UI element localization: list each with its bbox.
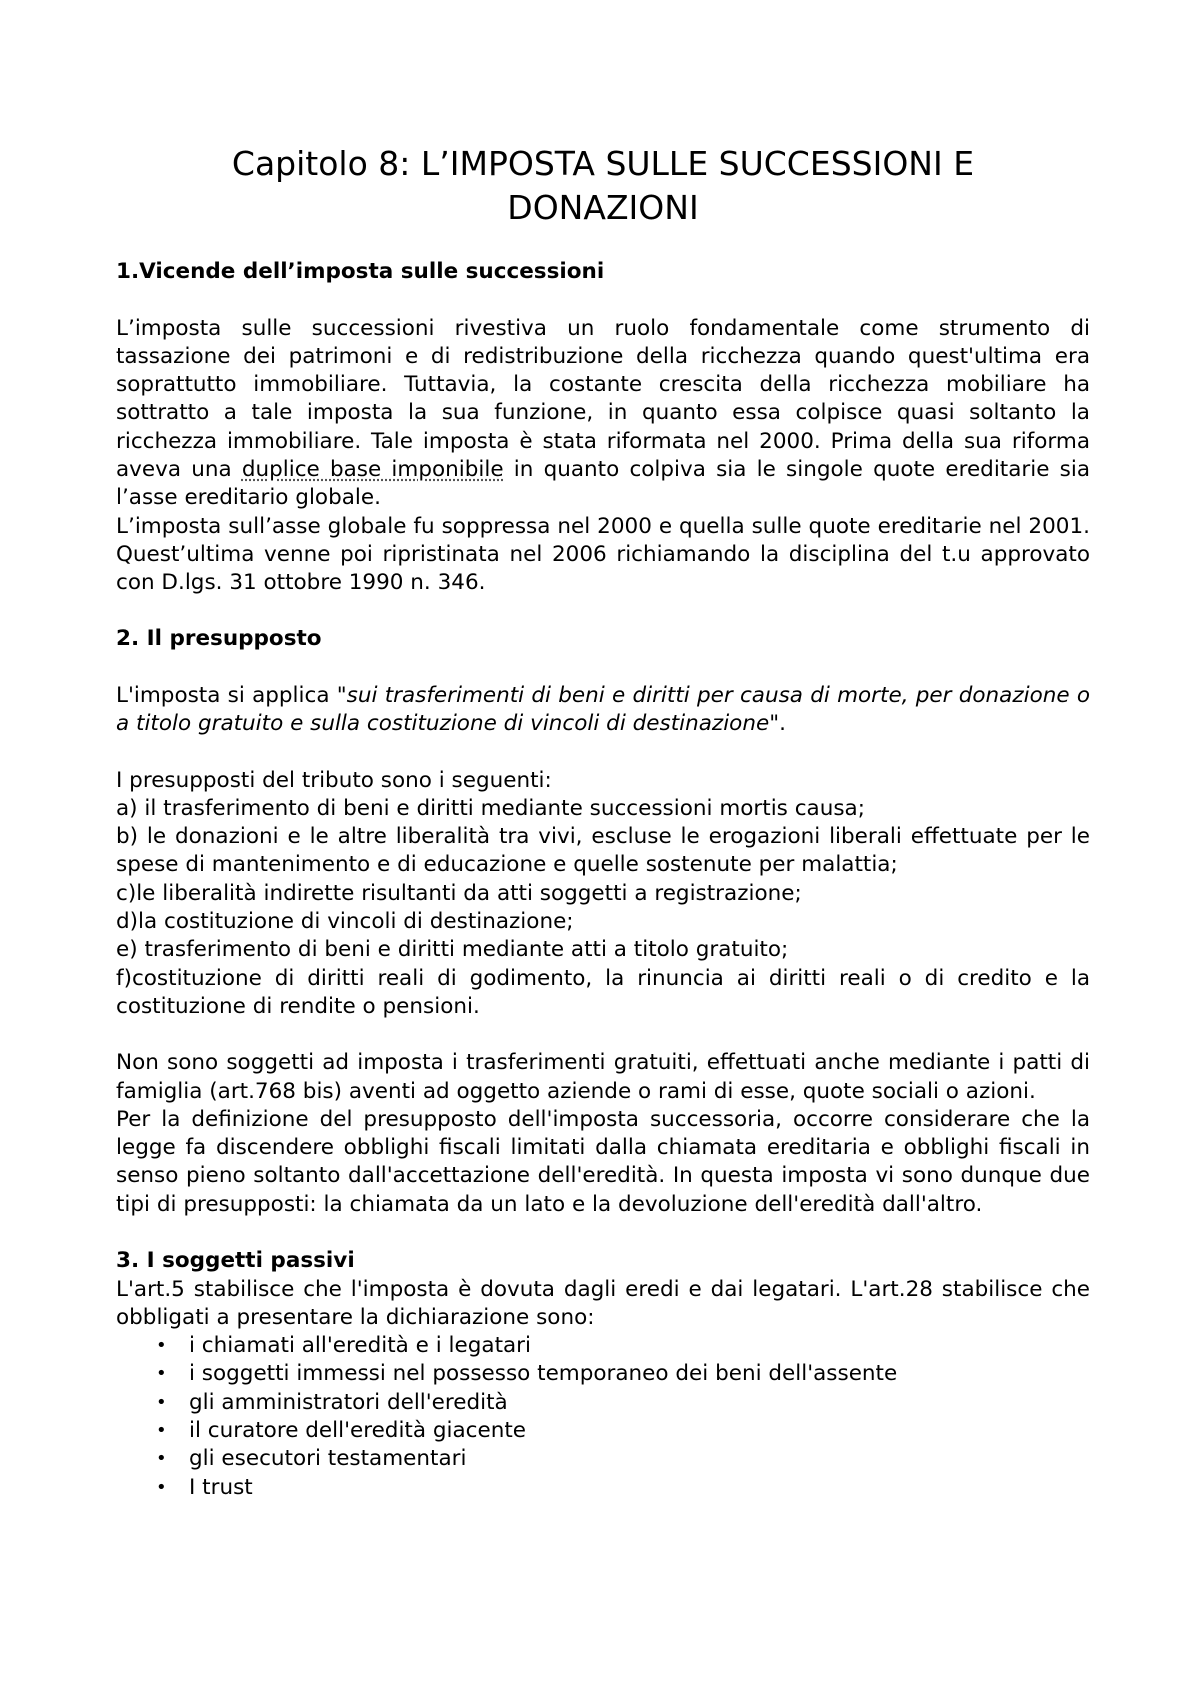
list-item-text: i chiamati all'eredità e i legatari: [189, 1333, 531, 1359]
section-3-paragraph: L'art.5 stabilisce che l'imposta è dovuta dagli eredi e dai legatari. L'art.28 stabilisce che obbligati a presentare la dichiarazione sono:: [116, 1276, 1090, 1330]
section-2-quote-paragraph: [116, 682, 1090, 739]
spellcheck-marked-phrase: duplice base imponibile: [241, 456, 504, 482]
presupposto-item-f: f)costituzione di diritti reali di godimento, la rinuncia ai diritti reali o di credito e la costituzione di rendite o pensioni.: [116, 965, 1090, 1019]
bullet-icon: •: [156, 1448, 167, 1470]
presupposto-item-c: c)le liberalità indirette risultanti da atti soggetti a registrazione;: [116, 880, 802, 906]
bullet-icon: •: [156, 1476, 167, 1498]
list-item: [116, 1389, 1090, 1417]
list-item-text: il curatore dell'eredità giacente: [189, 1418, 526, 1443]
list-item: [116, 1445, 1090, 1473]
quote-close: ".: [769, 711, 786, 737]
bullet-icon: •: [156, 1420, 167, 1441]
list-item: [116, 1417, 1090, 1445]
bullet-icon: •: [156, 1335, 167, 1357]
bullet-icon: •: [156, 1363, 167, 1385]
section-3-heading: 3. I soggetti passivi: [116, 1248, 355, 1274]
document-page: [116, 0, 1090, 1502]
presupposti-intro: I presupposti del tributo sono i seguenti:: [116, 767, 552, 793]
list-item-text: gli amministratori dell'eredità: [189, 1389, 508, 1415]
section-2-definition-paragraph: Per la definizione del presupposto dell'imposta successoria, occorre considerare che la legge fa discendere obblighi fiscali limitati dalla chiamata ereditaria e obblighi fiscali in senso pieno soltanto dall'accettazione dell'eredità. In questa imposta vi sono dunque due tipi di presupposti: la chiamata da un lato e la devoluzione dell'eredità dall'altro.: [116, 1106, 1090, 1217]
presupposto-item-d: d)la costituzione di vincoli di destinazione;: [116, 909, 574, 935]
quote-open: L'imposta si applica ": [116, 682, 347, 708]
list-item: [116, 1474, 1090, 1502]
obbligati-list: [116, 1332, 1090, 1502]
section-2-heading: 2. Il presupposto: [116, 626, 322, 652]
section-1-heading: 1.Vicende dell’imposta sulle successioni: [116, 259, 605, 284]
section-1-paragraph-1: [116, 315, 1090, 513]
list-item-text: gli esecutori testamentari: [189, 1446, 467, 1472]
presupposto-item-a: a) il trasferimento di beni e diritti mediante successioni mortis causa;: [116, 795, 865, 821]
presupposto-item-e: e) trasferimento di beni e diritti mediante atti a titolo gratuito;: [116, 937, 789, 963]
presupposto-item-b: b) le donazioni e le altre liberalità tra vivi, escluse le erogazioni liberali effettuate per le spese di mantenimento e di educazione e quelle sostenute per malattia;: [116, 824, 1090, 878]
quote-italic-text: sui trasferimenti di beni e diritti per causa di morte, per donazione o a titolo gratuito e sulla costituzione di vincoli di destinazione: [116, 682, 1090, 737]
list-item-text: I trust: [189, 1474, 253, 1500]
chapter-title-line-1: Capitolo 8: L’IMPOSTA SULLE SUCCESSIONI E: [231, 144, 975, 183]
bullet-icon: •: [156, 1391, 167, 1413]
list-item: [116, 1360, 1090, 1388]
list-item: [116, 1332, 1090, 1360]
section-2-exemption-paragraph: Non sono soggetti ad imposta i trasferimenti gratuiti, effettuati anche mediante i patti di famiglia (art.768 bis) aventi ad oggetto aziende o rami di esse, quote sociali o azioni.: [116, 1050, 1090, 1104]
list-item-text: i soggetti immessi nel possesso temporaneo dei beni dell'assente: [189, 1361, 898, 1387]
section-1-paragraph-2: L’imposta sull’asse globale fu soppressa nel 2000 e quella sulle quote ereditarie nel 2001. Quest’ultima venne poi ripristinata nel 2006 richiamando la disciplina del t.u approvato con D.lgs. 31 ottobre 1990 n. 346.: [116, 513, 1090, 596]
section-1-paragraph-1-text-b: in quanto colpiva sia le singole quote ereditarie sia l’asse ereditario globale.: [116, 456, 1090, 511]
section-1-paragraph-1-text-a: L’imposta sulle successioni rivestiva un ruolo fondamentale come strumento di tassazione dei patrimoni e di redistribuzione della ricchezza quando quest'ultima era soprattutto immobiliare. Tuttavia, la costante crescita della ricchezza mobiliare ha sottratto a tale imposta la sua funzione, in quanto essa colpisce quasi soltanto la ricchezza immobiliare. Tale imposta è stata riformata nel 2000. Prima della sua riforma aveva una: [116, 315, 1090, 482]
chapter-title: [116, 142, 1090, 230]
chapter-title-line-2: DONAZIONI: [507, 188, 699, 227]
